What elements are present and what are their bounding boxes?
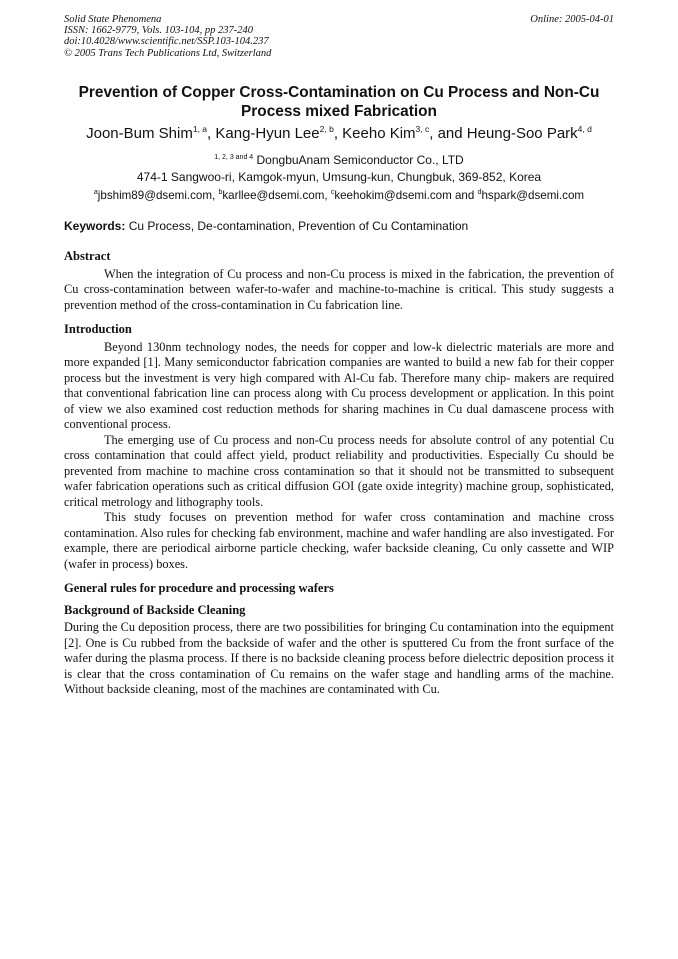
email-sup: b xyxy=(218,189,223,196)
email-sup: d xyxy=(477,189,482,196)
keywords-label: Keywords: xyxy=(64,219,126,233)
affiliation-sup: 1, 2, 3 and 4 xyxy=(214,154,254,161)
author-sep: , xyxy=(207,125,216,142)
author-sep: , xyxy=(333,125,343,142)
backside-text: During the Cu deposition process, there are two possibilities for bringing Cu contamination into the equipment [2]. One is Cu rubbed from the backside of wafer and the other is sputtered Cu from the front surface of the wafer during the plasma process. If there is no backside cleaning process before dielectric deposition process it is clear that the cross contamination of Cu remains on the wafer stage and handling arms of the machine. Without backside cleaning, most of the machines are contaminated with Cu. xyxy=(64,620,614,696)
email-address: karllee@dsemi.com xyxy=(222,189,325,202)
keywords-line xyxy=(64,218,468,234)
introduction-heading: Introduction xyxy=(64,322,132,336)
issn-line: ISSN: 1662-9779, Vols. 103-104, pp 237-240 xyxy=(64,25,253,37)
general-rules-heading: General rules for procedure and processing wafers xyxy=(64,581,334,595)
journal-name: Solid State Phenomena xyxy=(64,14,162,25)
author-list xyxy=(56,124,622,144)
email-sup: c xyxy=(330,189,335,196)
affiliation xyxy=(64,152,614,186)
backside-heading: Background of Backside Cleaning xyxy=(64,602,246,617)
email-sep: , xyxy=(212,189,219,202)
paper-title: Prevention of Copper Cross-Contamination on Cu Process and Non-Cu Process mixed Fabrication xyxy=(78,84,600,120)
author-name: Joon-Bum Shim xyxy=(86,125,193,142)
doi-line: doi:10.4028/www.scientific.net/SSP.103-104.237 xyxy=(64,36,269,48)
copyright-line: © 2005 Trans Tech Publications Ltd, Switzerland xyxy=(64,47,272,59)
email-sup: a xyxy=(93,189,98,196)
email-list xyxy=(44,188,634,204)
author-sup: 4, d xyxy=(577,124,592,134)
journal-info xyxy=(64,14,271,59)
author-sup: 1, a xyxy=(192,124,208,134)
online-date: Online: 2005-04-01 xyxy=(530,14,614,25)
author-sep: , and xyxy=(429,125,467,142)
affiliation-address: 474-1 Sangwoo-ri, Kamgok-myun, Umsung-kun, Chungbuk, 369-852, Korea xyxy=(136,170,542,184)
email-address: hspark@dsemi.com xyxy=(481,189,585,202)
author-sup: 2, b xyxy=(319,124,334,134)
author-sup: 3, c xyxy=(415,124,430,134)
intro-paragraph: This study focuses on prevention method for wafer cross contamination and machine cross contamination. Also rules for checking fab environment, machine and wafer handling are also investigated. For example, there are periodical airborne particle checking, wafer backside cleaning, Cu only cassette and WIP (wafer in process) boxes. xyxy=(64,510,614,571)
affiliation-org: DongbuAnam Semiconductor Co., LTD xyxy=(256,153,464,167)
affiliation-org-line xyxy=(64,152,614,169)
paper-body xyxy=(64,249,614,698)
keywords-text: Cu Process, De-contamination, Prevention of Cu Contamination xyxy=(128,219,469,233)
email-sep: , xyxy=(324,189,331,202)
author-name: Heung-Soo Park xyxy=(466,125,578,142)
email-sep: and xyxy=(451,189,478,202)
intro-paragraph: The emerging use of Cu process and non-Cu process needs for absolute control of any potential Cu cross contamination that could affect yield, product reliability and productivities. Especially Cu should be prevented from machine to machine cross contamination so that it should not be transmitted to subsequent wafer fabrication operations such as critical diffusion GOI (gate oxide integrity) machine group, sophisticated, critical metrology and lithography tools. xyxy=(64,432,614,509)
abstract-heading: Abstract xyxy=(64,249,111,263)
intro-paragraph: Beyond 130nm technology nodes, the needs for copper and low-k dielectric materials are more and more expanded [1]. Many semiconductor fabrication companies are wanted to build a new fab for their copper process but the investment is very high compared with Al-Cu fab. Therefore many chip- makers are required that conventional fabrication line can process along with Cu process development or application. In this point of view we also examined cost reduction methods for sharing machines in Cu dual damascene process with conventional process. xyxy=(64,339,614,431)
abstract-text: When the integration of Cu process and non-Cu process is mixed in the fabrication, the prevention of Cu cross-contamination between wafer-to-wafer and machine-to-machine is critical. This study suggests a prevention method of the cross-contamination in Cu fabrication line. xyxy=(64,266,614,312)
email-address: keehokim@dsemi.com xyxy=(334,189,452,202)
email-address: jbshim89@dsemi.com xyxy=(97,189,213,202)
author-name: Kang-Hyun Lee xyxy=(215,125,320,142)
author-name: Keeho Kim xyxy=(342,125,416,142)
